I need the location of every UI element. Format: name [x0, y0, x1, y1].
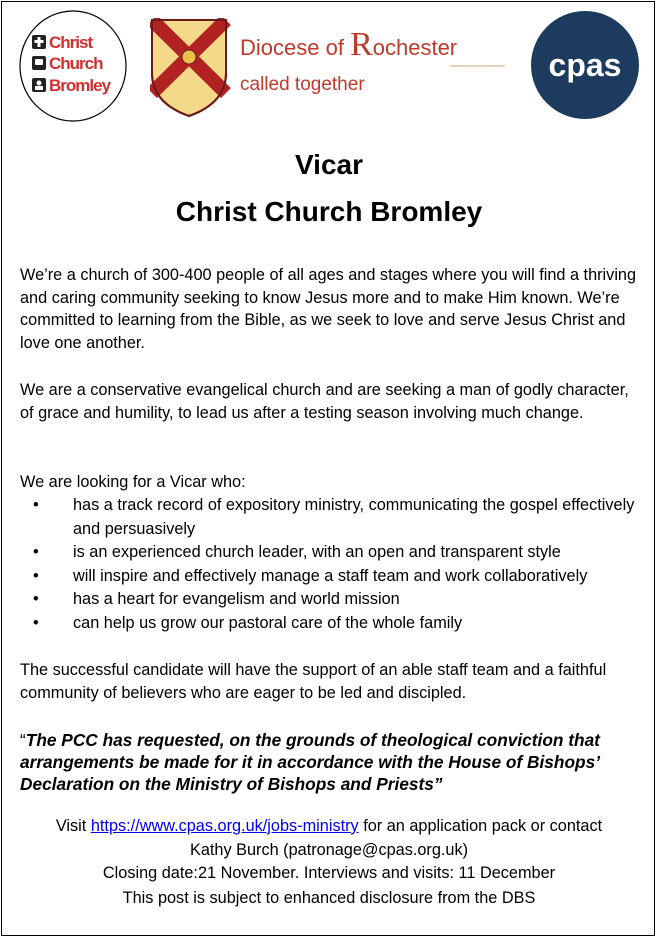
list-item-text: will inspire and effectively manage a staff team and work collaboratively: [73, 566, 588, 585]
contact-line: Kathy Burch (patronage@cpas.org.uk): [189, 841, 469, 859]
jobs-ministry-link[interactable]: https://www.cpas.org.uk/jobs-ministry: [90, 817, 359, 835]
bullet-icon: •: [33, 496, 39, 514]
diocese-name-rest: ochester: [372, 35, 458, 60]
dbs-disclosure-line: This post is subject to enhanced disclosure from the DBS: [122, 889, 536, 907]
list-item-text: has a track record of expository ministry, communicating the gospel effectively and persuasively: [73, 496, 635, 538]
cpas-logo-text: cpas: [548, 47, 622, 83]
svg-text:Diocese of Rochester: [240, 26, 457, 63]
quote-text: The PCC has requested, on the grounds of theological conviction that arrangements be made for it in accordance with the House of Bishops’ Declaration on the Ministry of Bishops and Priests”: [20, 730, 600, 794]
list-item: [20, 588, 645, 612]
list-item: [20, 541, 645, 565]
list-item: [20, 494, 645, 541]
closing-date-line: Closing date:21 November. Interviews and visits: 11 December: [102, 864, 556, 882]
list-item: [20, 612, 645, 636]
list-item: [20, 565, 645, 589]
diocese-shield-icon: [152, 20, 226, 116]
about-paragraph: We are a conservative evangelical church and are seeking a man of godly character, of grace and humility, to lead us after a testing season involving much change.: [20, 381, 629, 422]
page-title: Vicar: [295, 149, 363, 180]
list-item-text: has a heart for evangelism and world mission: [73, 590, 400, 608]
bullet-icon: •: [33, 566, 39, 585]
cpas-logo: [530, 10, 640, 120]
looking-for-heading: We are looking for a Vicar who:: [20, 473, 246, 491]
after-link-text: for an application pack or contact: [358, 817, 603, 835]
bullet-icon: •: [33, 613, 39, 632]
christ-church-bromley-logo: [18, 9, 128, 123]
list-item-text: can help us grow our pastoral care of the whole family: [73, 613, 463, 632]
application-line: [0, 817, 658, 836]
bullet-icon: •: [33, 590, 39, 608]
diocese-tagline: called together: [240, 74, 365, 95]
logo-word-bromley: Bromley: [49, 76, 111, 95]
requirements-list: [20, 494, 645, 635]
pcc-declaration-quote: [20, 729, 650, 795]
bullet-icon: •: [33, 543, 39, 561]
page-border: [1, 1, 655, 936]
logo-word-christ: Christ: [49, 33, 93, 52]
quote-open-mark: “: [20, 730, 26, 750]
list-item-text: is an experienced church leader, with an open and transparent style: [73, 543, 561, 561]
diocese-name-r: R: [350, 26, 373, 63]
visit-label: Visit: [55, 817, 91, 835]
support-paragraph: The successful candidate will have the support of an able staff team and a faithful community of believers who are eager to be led and discipled.: [20, 661, 607, 702]
logo-word-church: Church: [49, 54, 103, 73]
page-subtitle: Christ Church Bromley: [175, 196, 483, 227]
diocese-of-rochester-logo: [150, 18, 510, 118]
diocese-name-prefix: Diocese of: [240, 35, 351, 60]
intro-paragraph: We’re a church of 300-400 people of all ages and stages where you will find a thriving and caring community seeking to know Jesus more and to make Him known. We’re committed to learning from the Bible, as we seek to love and serve Jesus Christ and love one another.: [20, 266, 637, 353]
